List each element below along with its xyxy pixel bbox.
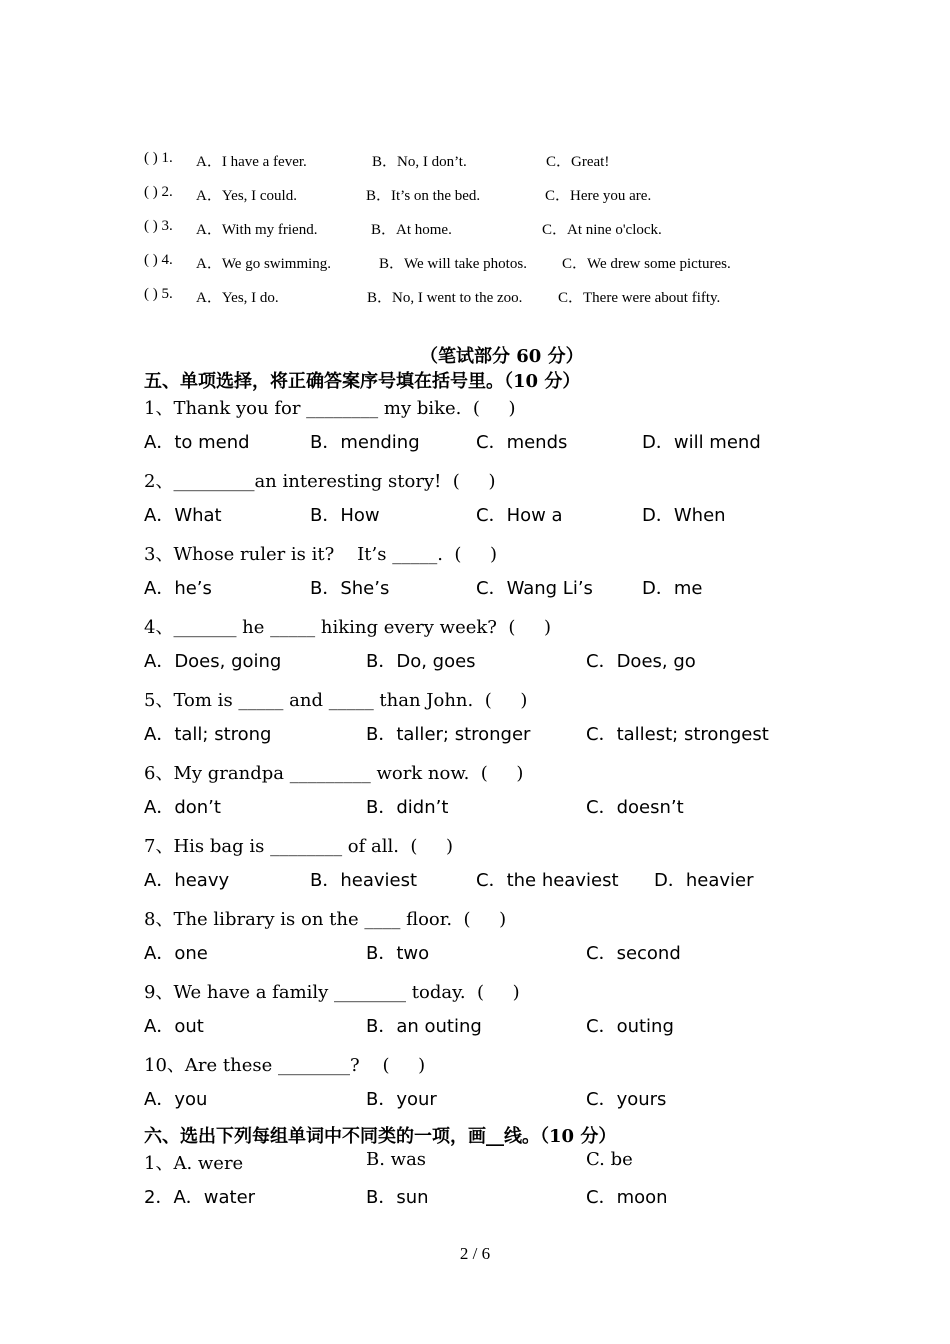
listening-option-b: B．At home. — [371, 222, 452, 238]
word-group — [144, 1149, 844, 1173]
listening-option-a: A．Yes, I do. — [196, 290, 279, 306]
option-a: A．one — [144, 943, 208, 964]
word-option-c: C．moon — [586, 1187, 668, 1208]
listening-option-a: A．With my friend. — [196, 222, 318, 238]
question-text: 1、Thank you for ________ my bike. ( ) — [144, 398, 516, 419]
option-row — [144, 428, 844, 452]
option-b: B．an outing — [366, 1016, 482, 1037]
option-c: C．doesn’t — [586, 797, 684, 818]
listening-option-b: B．It’s on the bed. — [366, 188, 481, 204]
option-row — [144, 793, 844, 817]
option-d: D．When — [642, 505, 726, 526]
option-c: C．mends — [476, 432, 568, 453]
option-d: D．heavier — [654, 870, 754, 891]
option-b: B．didn’t — [366, 797, 449, 818]
page-number: 2 / 6 — [459, 1244, 491, 1263]
option-d: D．me — [642, 578, 703, 599]
option-a: A．tall; strong — [144, 724, 272, 745]
listening-option-c: C．We drew some pictures. — [562, 256, 731, 272]
option-c: C．How a — [476, 505, 563, 526]
word-group — [144, 1183, 844, 1207]
listening-number: ( ) 4. — [144, 252, 173, 268]
option-a: A．What — [144, 505, 222, 526]
option-row — [144, 501, 844, 525]
word-option-b: B．sun — [366, 1187, 429, 1208]
written-part-title: （笔试部分 60 分） — [420, 346, 584, 367]
listening-option-a: A．We go swimming. — [196, 256, 332, 272]
question-text: 5、Tom is _____ and _____ than John. ( ) — [144, 690, 528, 711]
option-a: A．heavy — [144, 870, 230, 891]
option-c: C．yours — [586, 1089, 667, 1110]
listening-option-c: C．Here you are. — [545, 188, 652, 204]
listening-number: ( ) 5. — [144, 286, 173, 302]
listening-option-b: B．No, I don’t. — [372, 154, 467, 170]
option-d: D．will mend — [642, 432, 761, 453]
listening-option-c: C．At nine o'clock. — [542, 222, 662, 238]
section-6-heading: 六、选出下列每组单词中不同类的一项，画__线。（10 分） — [144, 1126, 617, 1147]
option-row — [144, 574, 844, 598]
listening-option-c: C．There were about fifty. — [558, 290, 721, 306]
option-a: A．out — [144, 1016, 204, 1037]
option-a: A．he’s — [144, 578, 212, 599]
option-b: B．Do, goes — [366, 651, 476, 672]
question-text: 10、Are these ________? ( ) — [144, 1055, 426, 1076]
option-c: C．Does, go — [586, 651, 696, 672]
listening-option-c: C．Great! — [546, 154, 610, 170]
option-row — [144, 1085, 844, 1109]
option-b: B．How — [310, 505, 380, 526]
listening-number: ( ) 1. — [144, 150, 173, 166]
option-row — [144, 720, 844, 744]
question-text: 2、_________an interesting story! ( ) — [144, 471, 496, 492]
section-5-heading: 五、单项选择，将正确答案序号填在括号里。（10 分） — [144, 371, 581, 392]
option-c: C．tallest; strongest — [586, 724, 769, 745]
option-c: C．second — [586, 943, 681, 964]
option-b: B．mending — [310, 432, 420, 453]
option-c: C．Wang Li’s — [476, 578, 593, 599]
option-b: B．your — [366, 1089, 437, 1110]
question-text: 7、His bag is ________ of all. ( ) — [144, 836, 454, 857]
option-a: A．Does, going — [144, 651, 282, 672]
option-a: A．to mend — [144, 432, 250, 453]
option-a: A．don’t — [144, 797, 221, 818]
option-a: A．you — [144, 1089, 208, 1110]
option-c: C．outing — [586, 1016, 674, 1037]
listening-option-b: B．No, I went to the zoo. — [367, 290, 523, 306]
listening-number: ( ) 2. — [144, 184, 173, 200]
question-text: 6、My grandpa _________ work now. ( ) — [144, 763, 524, 784]
listening-option-a: A．I have a fever. — [196, 154, 307, 170]
option-b: B．taller; stronger — [366, 724, 531, 745]
word-option-a: 2．A．water — [144, 1187, 256, 1208]
question-text: 3、Whose ruler is it? It’s _____. ( ) — [144, 544, 498, 565]
option-row — [144, 939, 844, 963]
question-text: 4、_______ he _____ hiking every week? ( ) — [144, 617, 552, 638]
question-text: 8、The library is on the ____ floor. ( ) — [144, 909, 507, 930]
word-option-a: 1、A. were — [144, 1153, 244, 1174]
option-row — [144, 1012, 844, 1036]
option-row — [144, 866, 844, 890]
listening-option-a: A．Yes, I could. — [196, 188, 297, 204]
listening-number: ( ) 3. — [144, 218, 173, 234]
listening-option-b: B．We will take photos. — [379, 256, 527, 272]
option-c: C．the heaviest — [476, 870, 619, 891]
word-option-c: C. be — [586, 1149, 633, 1170]
option-b: B．two — [366, 943, 430, 964]
option-b: B．heaviest — [310, 870, 418, 891]
option-b: B．She’s — [310, 578, 390, 599]
option-row — [144, 647, 844, 671]
question-text: 9、We have a family ________ today. ( ) — [144, 982, 520, 1003]
word-option-b: B. was — [366, 1149, 427, 1170]
